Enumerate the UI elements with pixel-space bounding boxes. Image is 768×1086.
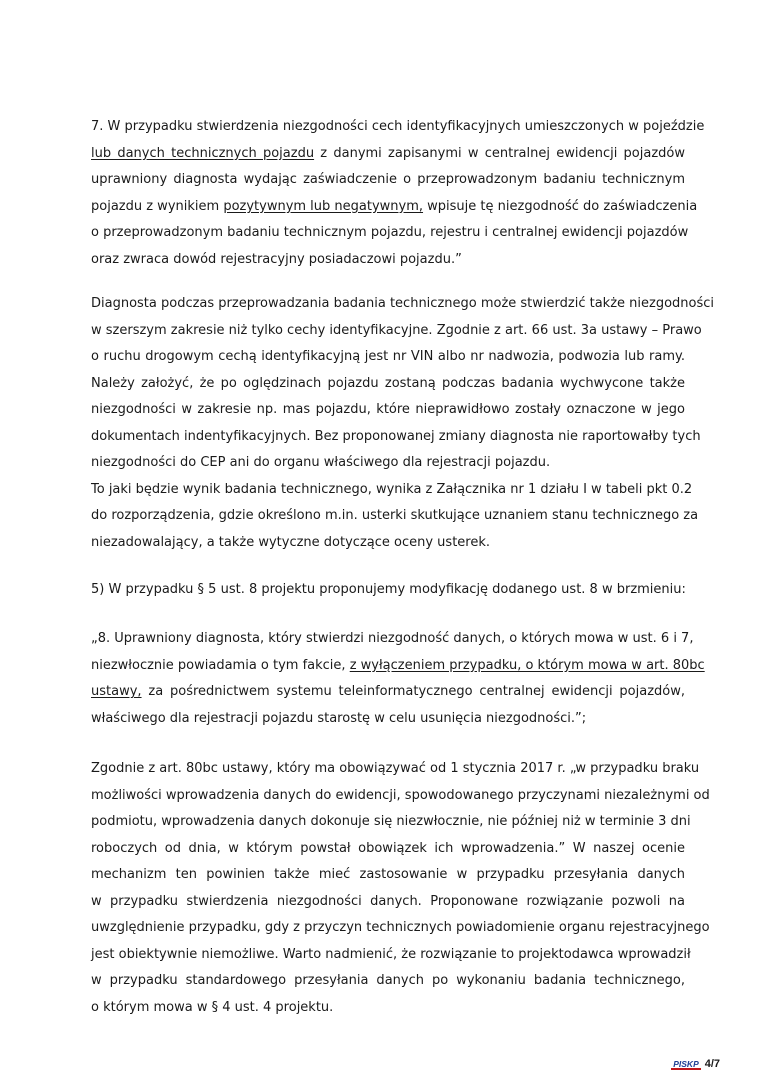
underlined-text-run: lub danych technicznych pojazdu bbox=[91, 145, 315, 161]
text-run: niezgodności do CEP ani do organu właściwego dla rejestracji pojazdu. bbox=[91, 455, 551, 470]
text-line bbox=[91, 942, 691, 969]
text-line bbox=[91, 220, 689, 247]
text-run: 7. W przypadku stwierdzenia niezgodności cech identyfikacyjnych umieszczonych w pojeździe bbox=[91, 119, 705, 134]
text-run: „8. Uprawniony diagnosta, który stwierdzi niezgodność danych, o których mowa w ust. 6 i 7, bbox=[91, 631, 694, 646]
text-line bbox=[91, 679, 685, 706]
text-run: uprawniony diagnosta wydając zaświadczenie o przeprowadzonym badaniu technicznym bbox=[91, 172, 685, 187]
page-number: 4/7 bbox=[704, 1058, 720, 1070]
text-run: 5) W przypadku § 5 ust. 8 projektu proponujemy modyfikację dodanego ust. 8 w brzmieniu: bbox=[91, 582, 686, 597]
text-run: Zgodnie z art. 80bc ustawy, który ma obowiązywać od 1 stycznia 2017 r. „w przypadku braku bbox=[91, 761, 700, 776]
text-line bbox=[91, 291, 715, 318]
text-line bbox=[91, 371, 685, 398]
text-run: o ruchu drogowym cechą identyfikacyjną jest nr VIN albo nr nadwozia, podwozia lub ramy. bbox=[91, 349, 685, 364]
text-line bbox=[91, 530, 685, 557]
text-line bbox=[91, 706, 685, 733]
text-line bbox=[91, 141, 685, 168]
text-line bbox=[91, 836, 685, 863]
text-run: podmiotu, wprowadzenia danych dokonuje się niezwłocznie, nie później niż w terminie 3 dni bbox=[91, 814, 691, 829]
text-line bbox=[91, 503, 699, 530]
underlined-text-run: pozytywnym lub negatywnym, bbox=[223, 198, 424, 214]
text-run: wpisuje tę niezgodność do zaświadczenia bbox=[423, 198, 698, 214]
paragraph-point-5 bbox=[91, 577, 685, 604]
text-run: w szerszym zakresie niż tylko cechy identyfikacyjne. Zgodnie z art. 66 ust. 3a ustawy – Prawo bbox=[91, 322, 702, 338]
text-run: pojazdu z wynikiem bbox=[91, 198, 224, 214]
text-line bbox=[91, 167, 685, 194]
text-run: uwzględnienie przypadku, gdy z przyczyn technicznych powiadomienie organu rejestracyjnego bbox=[91, 920, 710, 935]
text-run: niezadowalający, a także wytyczne dotyczące oceny usterek. bbox=[91, 534, 491, 550]
underlined-text-run: z wyłączeniem przypadku, o którym mowa w art. 80bc bbox=[349, 657, 705, 673]
text-run: niezgodności w zakresie np. mas pojazdu, które nieprawidłowo zostały oznaczone w jego bbox=[91, 402, 685, 417]
text-run: właściwego dla rejestracji pojazdu starostę w celu usunięcia niezgodności.”; bbox=[91, 710, 587, 726]
text-line bbox=[91, 397, 685, 424]
piskp-logo-graphic bbox=[671, 1057, 701, 1071]
logo-text: PISKP bbox=[672, 1059, 699, 1069]
text-line bbox=[91, 862, 685, 889]
text-line bbox=[91, 344, 685, 371]
text-run: Należy założyć, że po oględzinach pojazdu zostaną podczas badania wychwycone także bbox=[91, 375, 685, 391]
paragraph-quote-8 bbox=[91, 626, 705, 732]
piskp-logo-icon bbox=[671, 1057, 701, 1071]
text-line bbox=[91, 626, 694, 653]
text-line bbox=[91, 783, 710, 810]
text-line bbox=[91, 247, 685, 274]
text-run: za pośrednictwem systemu teleinformatycznego centralnej ewidencji pojazdów, bbox=[141, 684, 685, 699]
text-run: o którym mowa w § 4 ust. 4 projektu. bbox=[91, 999, 334, 1015]
text-run: w przypadku standardowego przesyłania danych po wykonaniu badania technicznego, bbox=[91, 973, 685, 988]
paragraph-point-7 bbox=[91, 114, 705, 273]
text-run: roboczych od dnia, w którym powstał obowiązek ich wprowadzenia.” W naszej ocenie bbox=[91, 840, 685, 856]
text-run: w przypadku stwierdzenia niezgodności danych. Proponowane rozwiązanie pozwoli na bbox=[91, 893, 685, 909]
text-line bbox=[91, 995, 685, 1022]
underlined-text-run: ustawy, bbox=[91, 684, 142, 699]
page-footer bbox=[620, 1053, 720, 1075]
text-line bbox=[91, 318, 702, 345]
text-line bbox=[91, 653, 705, 680]
text-run: To jaki będzie wynik badania technicznego, wynika z Załącznika nr 1 działu I w tabeli pkt 0.2 bbox=[91, 481, 693, 497]
text-line bbox=[91, 424, 701, 451]
text-line bbox=[91, 889, 685, 916]
text-line bbox=[91, 809, 691, 836]
paragraph-diagnosta bbox=[91, 291, 715, 556]
text-line bbox=[91, 915, 710, 942]
text-line bbox=[91, 577, 685, 604]
text-line bbox=[91, 114, 705, 141]
text-run: możliwości wprowadzenia danych do ewidencji, spowodowanego przyczynami niezależnymi od bbox=[91, 787, 710, 803]
text-line bbox=[91, 194, 698, 221]
text-line bbox=[91, 756, 700, 783]
text-run: niezwłocznie powiadamia o tym fakcie, bbox=[91, 657, 350, 673]
text-run: Diagnosta podczas przeprowadzania badania technicznego może stwierdzić także niezgodności bbox=[91, 296, 715, 311]
text-line bbox=[91, 450, 685, 477]
paragraph-art-80bc bbox=[91, 756, 710, 1021]
text-run: z danymi zapisanymi w centralnej ewidencji pojazdów bbox=[314, 145, 686, 161]
text-run: oraz zwraca dowód rejestracyjny posiadaczowi pojazdu.” bbox=[91, 251, 462, 267]
text-line bbox=[91, 477, 693, 504]
text-run: o przeprowadzonym badaniu technicznym pojazdu, rejestru i centralnej ewidencji pojazdów bbox=[91, 225, 689, 240]
text-run: do rozporządzenia, gdzie określono m.in. usterki skutkujące uznaniem stanu technicznego za bbox=[91, 508, 699, 523]
text-run: jest obiektywnie niemożliwe. Warto nadmienić, że rozwiązanie to projektodawca wprowadził bbox=[91, 946, 691, 962]
text-run: mechanizm ten powinien także mieć zastosowanie w przypadku przesyłania danych bbox=[91, 867, 685, 882]
text-run: dokumentach indentyfikacyjnych. Bez proponowanej zmiany diagnosta nie raportowałby tych bbox=[91, 428, 701, 444]
text-line bbox=[91, 968, 685, 995]
